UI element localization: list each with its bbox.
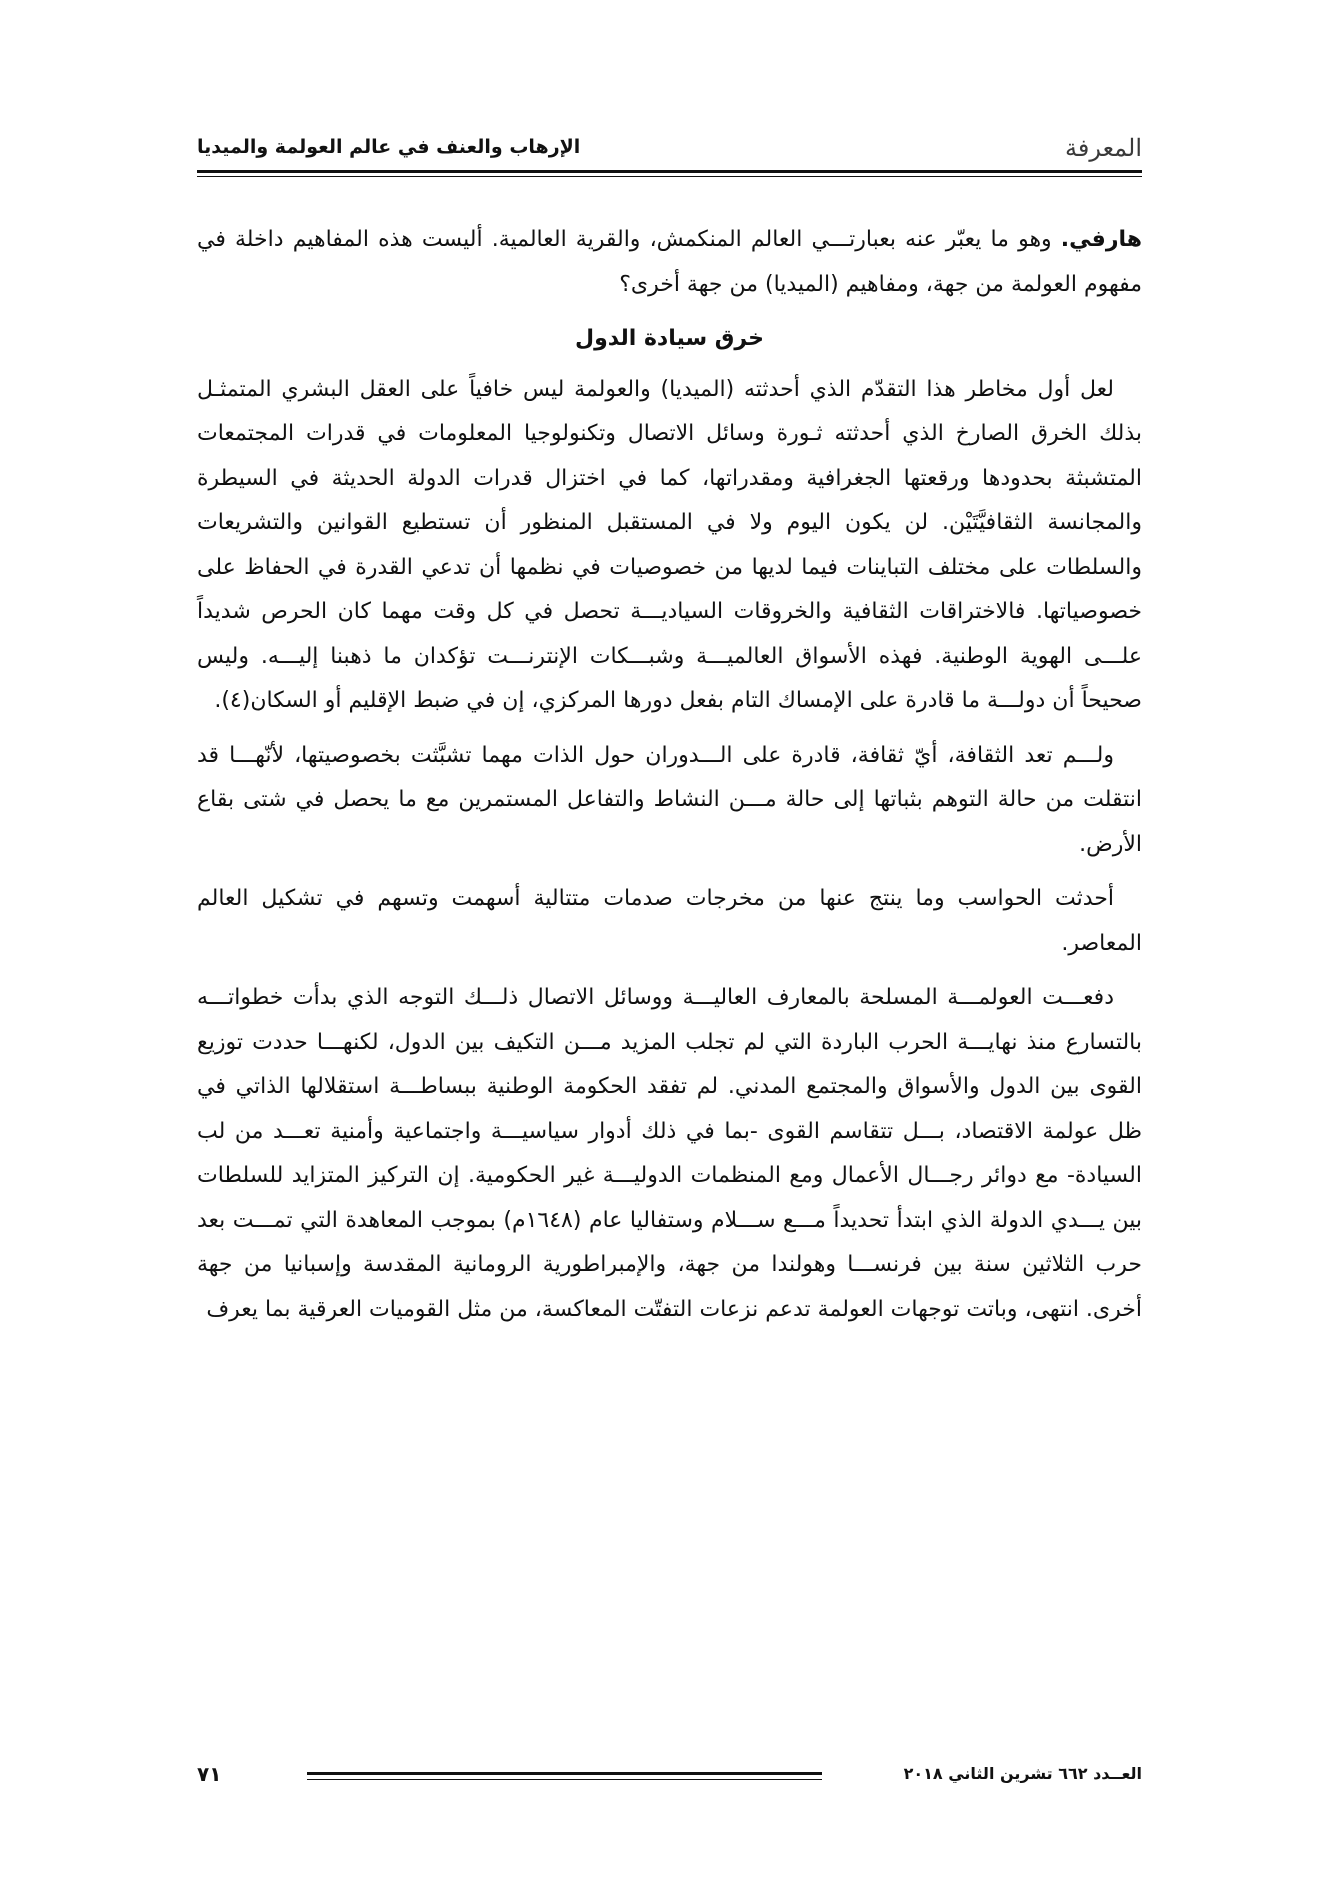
intro-text: وهو ما يعبّر عنه بعبارتـــي العالم المنكمش، والقرية العالمية. أليست هذه المفاهيم داخلة في مفهوم العولمة من جهة، ومفاهيم (الميديا) من جهة أخرى؟: [197, 227, 1142, 297]
issue-label: العــدد ٦٦٢ تشرين الثاني ٢٠١٨: [903, 1764, 1142, 1783]
footer-rule-thick: [307, 1772, 822, 1775]
intro-paragraph: [197, 218, 1142, 307]
article-body: [197, 218, 1142, 1332]
section-heading: خرق سيادة الدول: [575, 326, 764, 351]
body-paragraph: أحدثت الحواسب وما ينتج عنها من مخرجات صدمات متتالية أسهمت وتسهم في تشكيل العالم المعاصر.: [197, 886, 1142, 956]
page-header: [197, 128, 1142, 168]
footer-rule-thin: [307, 1779, 822, 1780]
header-rule-thick: [197, 170, 1142, 173]
article-running-title: الإرهاب والعنف في عالم العولمة والميديا: [197, 136, 581, 158]
journal-logo: المعرفة: [1064, 134, 1142, 162]
header-rule-thin: [197, 176, 1142, 177]
body-paragraph: دفعـــت العولمـــة المسلحة بالمعارف العاليـــة ووسائل الاتصال ذلـــك التوجه الذي بدأت خطواتـــه بالتسارع منذ نهايـــة الحرب الباردة التي لم تجلب المزيد مـــن التكيف بين الدول، لكنهـــا حددت توزيع القوى بين الدول والأسواق والمجتمع المدني. لم تفقد الحكومة الوطنية ببساطـــة استقلالها الذاتي في ظل عولمة الاقتصاد، بـــل تتقاسم القوى -بما في ذلك أدوار سياسيـــة واجتماعية وأمنية تعـــد من لب السيادة- مع دوائر رجـــال الأعمال ومع المنظمات الدوليـــة غير الحكومية. إن التركيز المتزايد للسلطات بين يـــدي الدولة الذي ابتدأ تحديداً مـــع ســـلام وستفاليا عام (١٦٤٨م) بموجب المعاهدة التي تمـــت بعد حرب الثلاثين سنة بين فرنســـا وهولندا من جهة، والإمبراطورية الرومانية المقدسة وإسبانيا من جهة أخرى. انتهى، وباتت توجهات العولمة تدعم نزعات التفتّت المعاكسة، من مثل القوميات العرقية بما يعرف: [197, 985, 1142, 1322]
page-footer: [197, 1760, 1142, 1800]
intro-lead-word: هارفي.: [1060, 227, 1142, 252]
page-number: ٧١: [197, 1762, 222, 1786]
body-paragraph: لعل أول مخاطر هذا التقدّم الذي أحدثته (الميديا) والعولمة ليس خافياً على العقل البشري المتمثـل بذلك الخرق الصارخ الذي أحدثته ثـورة وسائل الاتصال وتكنولوجيا المعلومات في قدرات المجتمعات المتشبثة بحدودها ورقعتها الجغرافية ومقدراتها، كما في اختزال قدرات الدولة الحديثة في السيطرة والمجانسة الثقافيَّتَيْن. لن يكون اليوم ولا في المستقبل المنظور أن تستطيع القوانين والتشريعات والسلطات على مختلف التباينات فيما لديها من خصوصيات في نظمها أن تدعي القدرة في الحفاظ على خصوصياتها. فالاختراقات الثقافية والخروقات السياديـــة تحصل في كل وقت مهما كان الحرص شديداً علـــى الهوية الوطنية. فهذه الأسواق العالميـــة وشبـــكات الإنترنـــت تؤكدان ما ذهبنا إليـــه. وليس صحيحاً أن دولـــة ما قادرة على الإمساك التام بفعل دورها المركزي، إن في ضبط الإقليم أو السكان(٤).: [197, 376, 1142, 713]
body-paragraph: ولـــم تعد الثقافة، أيّ ثقافة، قادرة على الـــدوران حول الذات مهما تشبَّثت بخصوصيتها، لأنّهـــا قد انتقلت من حالة التوهم بثباتها إلى حالة مـــن النشاط والتفاعل المستمرين مع ما يحصل في شتى بقاع الأرض.: [197, 742, 1142, 857]
